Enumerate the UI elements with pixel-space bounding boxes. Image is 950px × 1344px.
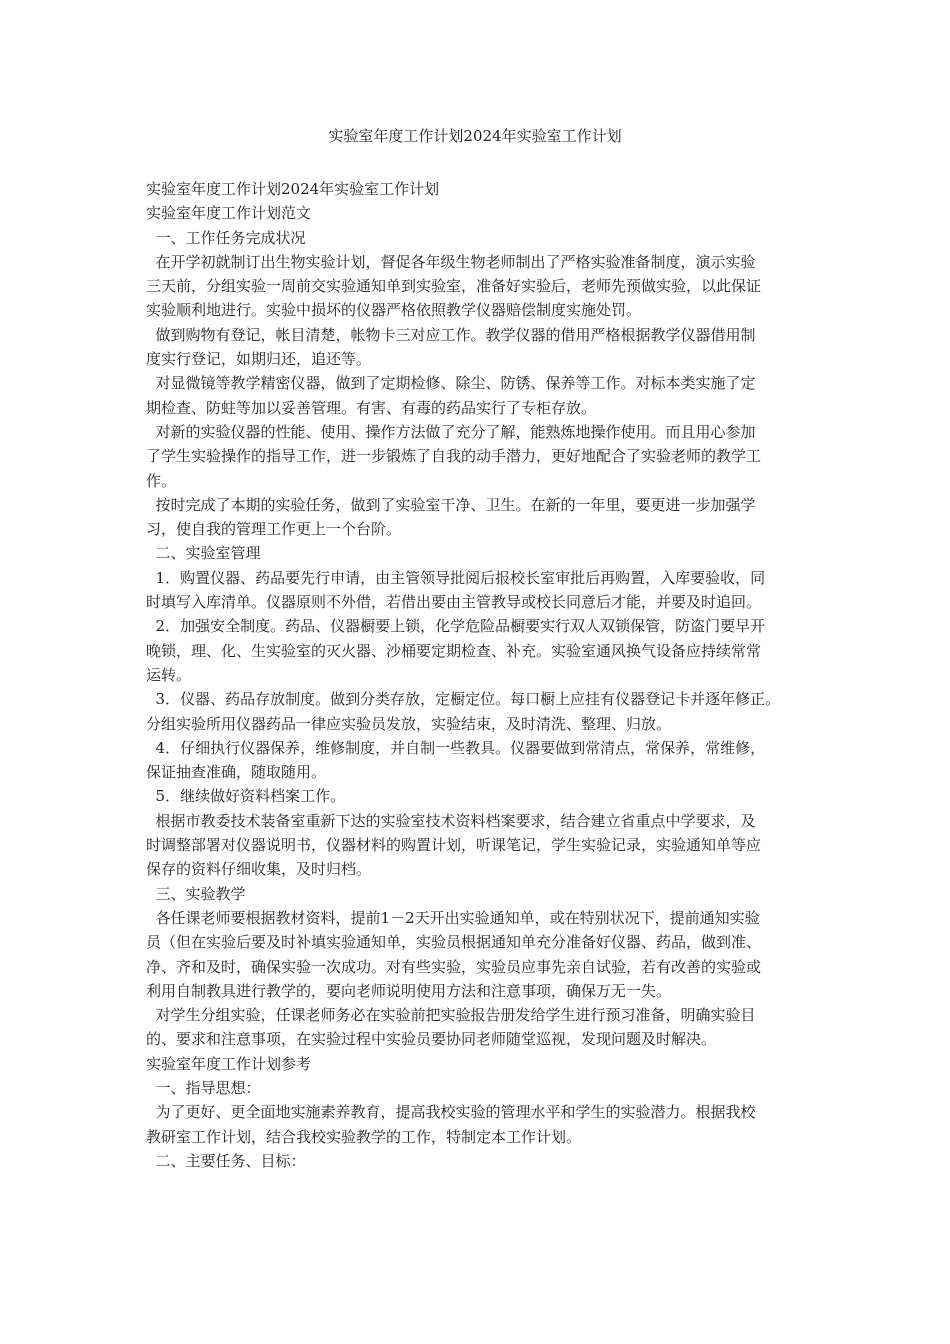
body-line: 分组实验所用仪器药品一律应实验员发放，实验结束，及时清洗、整理、归放。 [146, 714, 672, 733]
body-line: 利用自制教具进行教学的，要向老师说明使用方法和注意事项，确保万无一失。 [146, 981, 672, 1000]
body-line: 根据市教委技术装备室重新下达的实验室技术资料档案要求，结合建立省重点中学要求，及 [146, 811, 756, 830]
body-line: 做到购物有登记，帐目清楚，帐物卡三对应工作。教学仪器的借用严格根据教学仪器借用制 [146, 325, 756, 344]
body-line: 对新的实验仪器的性能、使用、操作方法做了充分了解，能熟炼地操作使用。而且用心参加 [146, 422, 756, 441]
body-line: 在开学初就制订出生物实验计划，督促各年级生物老师制出了严格实验准备制度，演示实验 [146, 252, 756, 271]
body-line: 实验室年度工作计划2024年实验室工作计划 [146, 180, 440, 198]
body-line: 2．加强安全制度。药品、仪器橱要上锁，化学危险品橱要实行双人双锁保管，防盗门要早开 [146, 617, 766, 636]
body-line: 保证抽查准确，随取随用。 [146, 763, 327, 782]
body-line: 期检查、防蛀等加以妥善管理。有害、有毒的药品实行了专柜存放。 [146, 398, 597, 417]
body-line: 保存的资料仔细收集，及时归档。 [146, 860, 372, 879]
body-line: 晚锁，理、化、生实验室的灭火器、沙桶要定期检查、补充。实验室通风换气设备应持续常常 [146, 641, 762, 660]
body-line: 作。 [146, 471, 177, 490]
body-line: 4．仔细执行仪器保养，维修制度，并自制一些教具。仪器要做到常清点，常保养，常维修， [146, 738, 766, 757]
body-line: 时填写入库清单。仪器原则不外借，若借出要由主管教导或校长同意后才能，并要及时追回。 [146, 593, 762, 612]
body-line: 实验室年度工作计划范文 [146, 204, 312, 223]
body-line: 的、要求和注意事项，在实验过程中实验员要协同老师随堂巡视，发现问题及时解决。 [146, 1030, 717, 1049]
body-line: 对显微镜等教学精密仪器，做到了定期检修、除尘、防锈、保养等工作。对标本类实施了定 [146, 374, 756, 393]
document-body [146, 177, 826, 1173]
body-line: 习，使自我的管理工作更上一个台阶。 [146, 520, 402, 539]
body-line: 三、实验教学 [146, 884, 246, 903]
body-line: 5．继续做好资料档案工作。 [146, 787, 346, 806]
body-line: 按时完成了本期的实验任务，做到了实验室干净、卫生。在新的一年里，要更进一步加强学 [146, 495, 756, 514]
body-line: 时调整部署对仪器说明书，仪器材料的购置计划，听课笔记，学生实验记录，实验通知单等应 [146, 836, 762, 855]
body-line: 实验室年度工作计划参考 [146, 1054, 312, 1073]
document-title: 实验室年度工作计划2024年实验室工作计划 [328, 127, 622, 145]
body-line: 度实行登记，如期归还，追还等。 [146, 350, 372, 369]
body-line: 二、主要任务、目标： [146, 1151, 306, 1170]
body-line: 为了更好、更全面地实施素养教育，提高我校实验的管理水平和学生的实验潜力。根据我校 [146, 1103, 756, 1122]
body-line: 净、齐和及时，确保实验一次成功。对有些实验，实验员应事先亲自试验，若有改善的实验或 [146, 957, 762, 976]
body-line: 运转。 [146, 665, 192, 684]
body-line: 各任课老师要根据教材资料，提前1－2天开出实验通知单，或在特别状况下，提前通知实验 [146, 908, 760, 927]
body-line: 一、指导思想： [146, 1078, 261, 1097]
body-line: 员（但在实验后要及时补填实验通知单，实验员根据通知单充分准备好仪器、药品，做到准、 [146, 933, 762, 952]
body-line: 了学生实验操作的指导工作，进一步锻炼了自我的动手潜力，更好地配合了实验老师的教学工 [146, 447, 762, 466]
body-line: 二、实验室管理 [146, 544, 261, 563]
body-line: 教研室工作计划，结合我校实验教学的工作，特制定本工作计划。 [146, 1127, 582, 1146]
body-line: 对学生分组实验，任课老师务必在实验前把实验报告册发给学生进行预习准备，明确实验目 [146, 1006, 756, 1025]
body-line: 1．购置仪器、药品要先行申请，由主管领导批阅后报校长室审批后再购置，入库要验收，同 [146, 568, 766, 587]
body-line: 三天前，分组实验一周前交实验通知单到实验室，准备好实验后，老师先预做实验，以此保证 [146, 277, 762, 296]
body-line: 实验顺利地进行。实验中损坏的仪器严格依照教学仪器赔偿制度实施处罚。 [146, 301, 642, 320]
body-line: 一、工作任务完成状况 [146, 228, 306, 247]
body-line: 3．仪器、药品存放制度。做到分类存放，定橱定位。每口橱上应挂有仪器登记卡并逐年修正。 [146, 690, 781, 709]
